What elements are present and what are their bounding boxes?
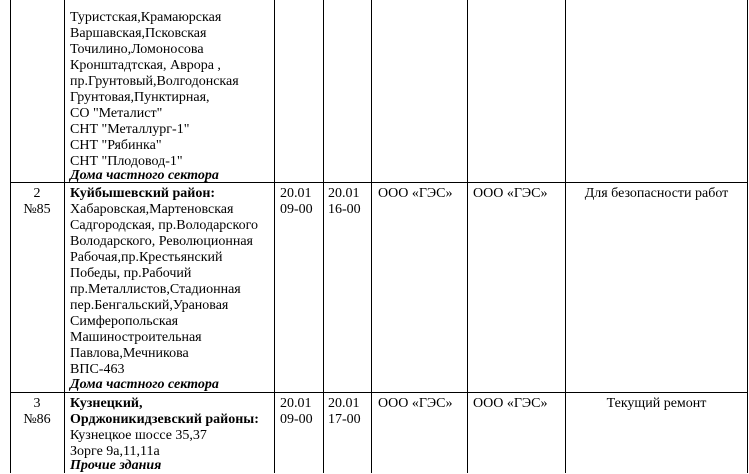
col-divider <box>467 0 468 473</box>
street-line: Точилино,Ломоносова <box>70 42 204 57</box>
end-date: 20.01 <box>328 186 360 201</box>
start-time: 09-00 <box>280 202 313 217</box>
row-number: 3 <box>33 396 41 411</box>
street-line: Хабаровская,Мартеновская <box>70 202 234 217</box>
col-divider <box>371 0 372 473</box>
building-type-note: Прочие здания <box>70 458 162 473</box>
street-line: Кузнецкое шоссе 35,37 <box>70 428 207 443</box>
street-line: Володарского, Революционная <box>70 234 253 249</box>
street-line: пер.Бенгальский,Урановая <box>70 298 229 313</box>
building-type-note: Дома частного сектора <box>70 377 219 392</box>
route-number: №85 <box>23 202 51 217</box>
street-line: Садгородская, пр.Володарского <box>70 218 259 233</box>
end-time: 17-00 <box>328 412 361 427</box>
district-name: Куйбышевский район: <box>70 186 216 201</box>
street-line: Грунтовая,Пунктирная, <box>70 90 210 105</box>
organization-1: ООО «ГЭС» <box>378 186 453 201</box>
district-name: Орджоникидзевский районы: <box>70 412 259 427</box>
street-line: Победы, пр.Рабочий <box>70 266 192 281</box>
street-line: Машиностроительная <box>70 330 202 345</box>
street-line: пр.Металлистов,Стадионная <box>70 282 241 297</box>
end-time: 16-00 <box>328 202 361 217</box>
street-line: Варшавская,Псковская <box>70 26 207 41</box>
street-line: Туристская,Крамаюрская <box>70 10 222 25</box>
street-line: ВПС-463 <box>70 362 125 377</box>
row-number: 2 <box>33 186 41 201</box>
district-name: Кузнецкий, <box>70 396 143 411</box>
start-time: 09-00 <box>280 412 313 427</box>
organization-2: ООО «ГЭС» <box>473 186 548 201</box>
table-border-right <box>747 0 748 473</box>
col-divider <box>274 0 275 473</box>
street-line: Кронштадтская, Аврора , <box>70 58 221 73</box>
street-line: пр.Грунтовый,Волгодонская <box>70 74 239 89</box>
start-date: 20.01 <box>280 186 312 201</box>
organization-1: ООО «ГЭС» <box>378 396 453 411</box>
outage-reason: Для безопасности работ <box>584 186 729 201</box>
street-line: Рабочая,пр.Крестьянский <box>70 250 223 265</box>
col-divider <box>323 0 324 473</box>
street-line: Павлова,Мечникова <box>70 346 189 361</box>
end-date: 20.01 <box>328 396 360 411</box>
organization-2: ООО «ГЭС» <box>473 396 548 411</box>
route-number: №86 <box>23 412 51 427</box>
street-line: СО "Металист" <box>70 106 163 121</box>
outage-reason: Текущий ремонт <box>606 396 707 411</box>
street-line: Симферопольская <box>70 314 179 329</box>
building-type-note: Дома частного сектора <box>70 168 219 183</box>
street-line: Зорге 9а,11,11а <box>70 444 160 459</box>
col-divider <box>64 0 65 473</box>
street-line: СНТ "Плодовод-1" <box>70 154 183 169</box>
street-line: СНТ "Рябинка" <box>70 138 162 153</box>
start-date: 20.01 <box>280 396 312 411</box>
street-line: СНТ "Металлург-1" <box>70 122 190 137</box>
